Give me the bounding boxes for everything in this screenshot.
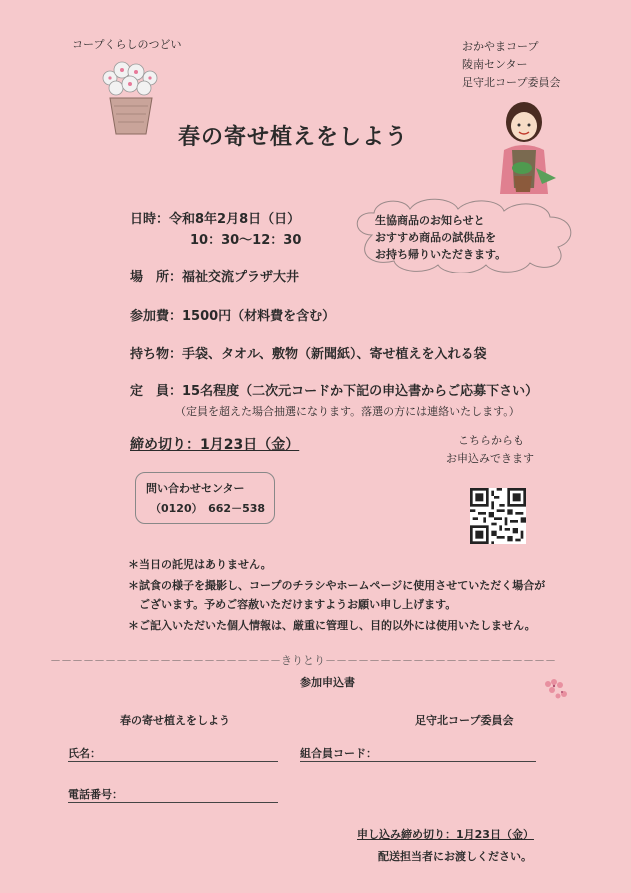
form-event-name: 春の寄せ植えをしよう — [120, 714, 230, 727]
phone-label: 電話番号： — [68, 788, 123, 801]
org-line-1: おかやまコープ — [462, 40, 539, 53]
name-field[interactable] — [68, 761, 278, 762]
name-label: 氏名： — [68, 747, 101, 760]
deadline-line: 締め切り：1月23日（金） — [130, 437, 300, 453]
cut-line: －－－－－－－－－－－－－－－－－－－－－きりとり－－－－－－－－－－－－－－－－－－－－－ — [50, 654, 556, 667]
qr-caption-1: こちらからも — [458, 434, 524, 447]
form-handover: 配送担当者にお渡しください。 — [378, 850, 532, 863]
form-heading: 参加申込書 — [300, 676, 355, 689]
qr-code-icon[interactable] — [470, 488, 526, 544]
note-3: ございます。予めご容赦いただけますようお願い申し上げます。 — [128, 598, 457, 611]
inquiry-phone: （0120） 662－538 — [150, 502, 266, 515]
cloud-line-3: お持ち帰りいただきます。 — [375, 248, 507, 261]
bring-line: 持ち物：手袋、タオル、敷物（新聞紙）、寄せ植えを入れる袋 — [130, 347, 487, 362]
date-line: 日時：令和8年2月8日（日） — [130, 212, 301, 227]
note-2: ＊試食の様子を撮影し、コープのチラシやホームページに使用させていただく場合が — [128, 579, 546, 592]
note-1: ＊当日の託児はありません。 — [128, 558, 272, 571]
cloud-line-1: 生協商品のお知らせと — [375, 214, 485, 227]
place-line: 場 所：福祉交流プラザ大井 — [130, 270, 300, 285]
inquiry-title: 問い合わせセンター — [146, 482, 245, 495]
time-line: 10：30〜12：30 — [190, 233, 302, 248]
page-title: 春の寄せ植えをしよう — [178, 125, 409, 150]
capacity-line: 定 員：15名程度（二次元コードか下記の申込書からご応募下さい） — [130, 384, 539, 399]
member-code-label: 組合員コード： — [300, 747, 377, 760]
cloud-line-2: おすすめ商品の試供品を — [375, 231, 497, 244]
flower-pot-icon — [96, 60, 166, 138]
form-deadline: 申し込み締め切り：1月23日（金） — [357, 828, 534, 841]
capacity-note: （定員を超えた場合抽選になります。落選の方には連絡いたします。） — [175, 405, 520, 418]
member-code-field[interactable] — [300, 761, 536, 762]
header-left-label: コープくらしのつどい — [72, 38, 182, 51]
org-line-3: 足守北コープ委員会 — [462, 76, 561, 89]
phone-field[interactable] — [68, 802, 278, 803]
fee-line: 参加費：1500円（材料費を含む） — [130, 309, 336, 324]
flower-decoration-icon — [540, 676, 574, 704]
woman-with-plant-icon — [492, 98, 560, 202]
qr-caption-2: お申込みできます — [446, 452, 534, 465]
form-org-name: 足守北コープ委員会 — [415, 714, 514, 727]
note-4: ＊ご記入いただいた個人情報は、厳重に管理し、目的以外には使用いたしません。 — [128, 619, 536, 632]
org-line-2: 陵南センター — [462, 58, 528, 71]
